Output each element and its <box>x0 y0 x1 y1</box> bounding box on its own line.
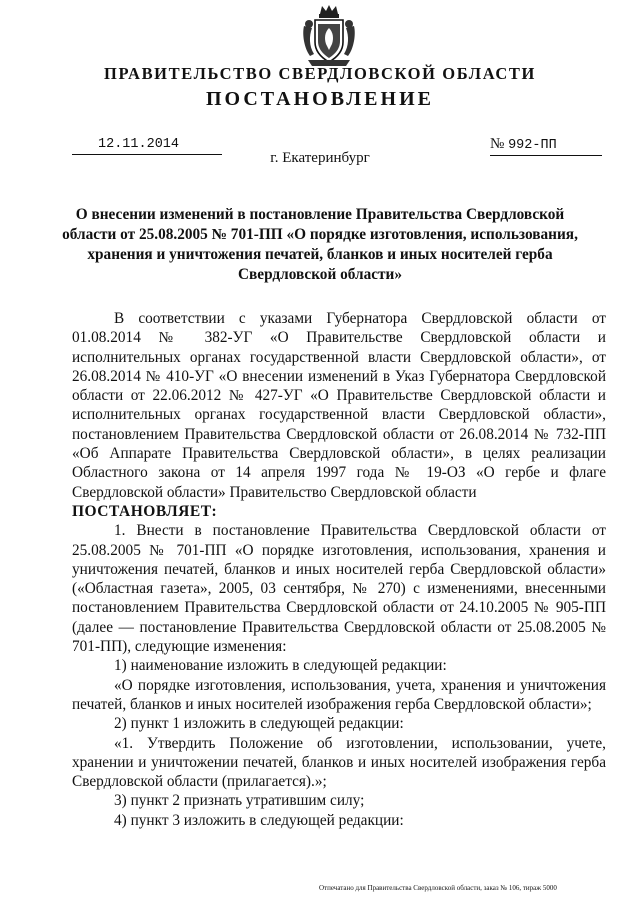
paragraph: 2) пункт 1 изложить в следующей редакции: <box>114 715 404 733</box>
document-date: 12.11.2014 <box>72 136 222 155</box>
coat-of-arms-emblem <box>300 4 358 68</box>
preamble: В соответствии с указами Губернатора Свердловской области от 01.08.2014 № 382-УГ «О Правительстве Свердловской области и исполнительных органах государственной власти Свердловской области», от 26.08.2014 № 410-УГ «О внесении изменений в Указ Губернатора Свердловской области от 22.06.2012 № 427-УГ «О Правительстве Свердловской области и исполнительных органах государственной власти Свердловской области», постановлением Правительства Свердловской области от 26.08.2014 № 732-ПП «Об Аппарате Правительства Свердловской области», в целях реализации Областного закона от 14 апреля 1997 года № 19-ОЗ «О гербе и флаге Свердловской области» Правительство Свердловской области <box>72 310 606 501</box>
organization-title: ПРАВИТЕЛЬСТВО СВЕРДЛОВСКОЙ ОБЛАСТИ <box>104 64 536 83</box>
document-title: О внесении изменений в постановление Правительства Свердловской области от 25.08.2005 № 701-ПП «О порядке изготовления, использования, хранения и уничтожения печатей, бланков и иных носителей герба Свердловской области» <box>62 206 578 283</box>
paragraph: «О порядке изготовления, использования, учета, хранения и уничтожения печатей, бланков и иных носителей изображения герба Свердловской области»; <box>72 676 606 713</box>
city: г. Екатеринбург <box>270 150 370 166</box>
paragraph: «1. Утвердить Положение об изготовлении, использовании, учете, хранении и уничтожении печатей, бланков и иных носителей изображения герба Свердловской области (прилагается).»; <box>72 734 606 791</box>
paragraph: 1. Внести в постановление Правительства Свердловской области от 25.08.2005 № 701-ПП «О порядке изготовления, использования, хранения и уничтожения печатей, бланков и иных носителей герба Свердловской области» («Областная газета», 2005, 03 сентября, № 270) с изменениями, внесенными постановлением Правительства Свердловской области от 24.10.2005 № 905-ПП (далее — постановление Правительства Свердловской области от 25.08.2005 № 701-ПП), следующие изменения: <box>72 522 606 656</box>
paragraph: 1) наименование изложить в следующей редакции: <box>114 657 447 675</box>
resolves-heading: ПОСТАНОВЛЯЕТ: <box>72 502 218 520</box>
number-value: 992-ПП <box>508 138 557 153</box>
paragraph: 4) пункт 3 изложить в следующей редакции: <box>114 811 404 829</box>
document-type: ПОСТАНОВЛЕНИЕ <box>206 88 434 110</box>
number-prefix: № <box>490 136 505 152</box>
print-footer: Отпечатано для Правительства Свердловской области, заказ № 106, тираж 5000 <box>319 884 557 892</box>
paragraph: 3) пункт 2 признать утратившим силу; <box>114 792 365 810</box>
document-body <box>72 309 606 830</box>
